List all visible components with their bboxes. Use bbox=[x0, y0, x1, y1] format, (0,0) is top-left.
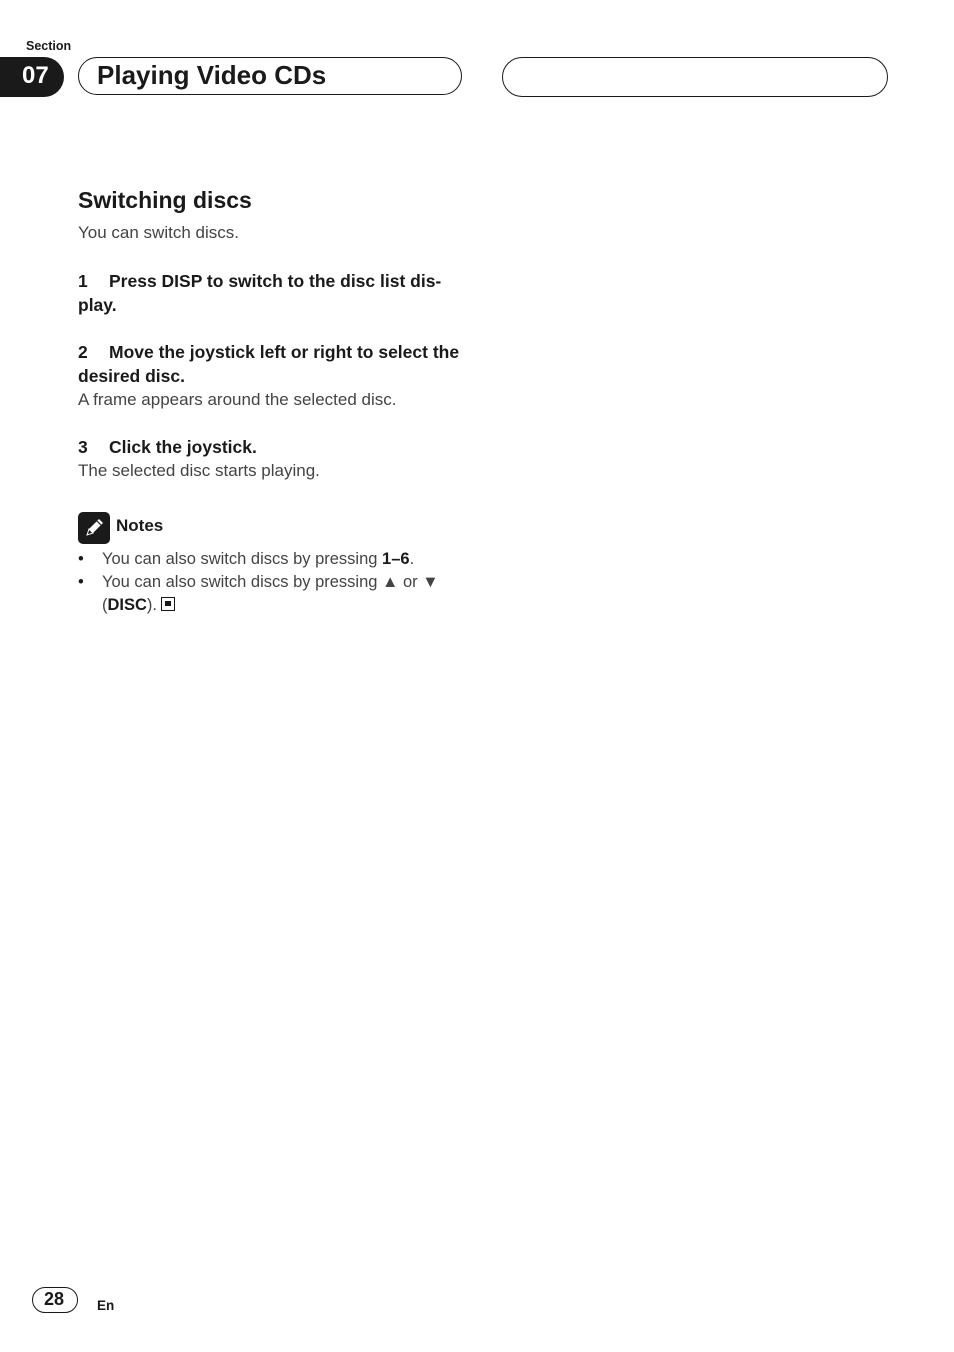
note-key: DISC bbox=[107, 596, 147, 614]
step-text: Click the joystick. bbox=[109, 437, 257, 457]
step-number: 3 bbox=[78, 437, 88, 457]
note-text: You can also switch discs by pressing bbox=[102, 550, 383, 568]
step-number: 1 bbox=[78, 271, 88, 291]
step-3-detail: The selected disc starts playing. bbox=[78, 461, 320, 480]
bullet-icon: • bbox=[78, 550, 84, 568]
note-key: 1–6 bbox=[382, 550, 410, 568]
note-suffix: ). bbox=[146, 596, 158, 614]
section-heading: Switching discs bbox=[78, 187, 252, 213]
bullet-icon: • bbox=[78, 573, 84, 591]
step-2 bbox=[78, 340, 464, 388]
note-suffix: . bbox=[409, 550, 415, 568]
step-3 bbox=[78, 435, 468, 459]
end-mark-icon bbox=[161, 597, 175, 611]
language-label: En bbox=[97, 1298, 115, 1313]
section-number: 07 bbox=[22, 62, 49, 89]
notes-title: Notes bbox=[116, 516, 164, 535]
step-2-detail: A frame appears around the selected disc. bbox=[78, 390, 397, 409]
page-title: Playing Video CDs bbox=[97, 60, 327, 90]
note-item-1 bbox=[78, 548, 468, 571]
step-1 bbox=[78, 269, 458, 317]
note-text: You can also switch discs by pressing ▲ or ▼ ( bbox=[102, 573, 439, 614]
note-item-2 bbox=[78, 571, 482, 617]
step-number: 2 bbox=[78, 342, 88, 362]
step-text: Move the joystick left or right to select the desired disc. bbox=[78, 342, 460, 386]
section-label: Section bbox=[26, 39, 72, 53]
pencil-icon bbox=[78, 512, 110, 544]
step-text: Press DISP to switch to the disc list dis-play. bbox=[78, 271, 442, 315]
page-number: 28 bbox=[44, 1289, 65, 1309]
header-right-box bbox=[502, 57, 888, 97]
intro-text: You can switch discs. bbox=[78, 223, 239, 242]
